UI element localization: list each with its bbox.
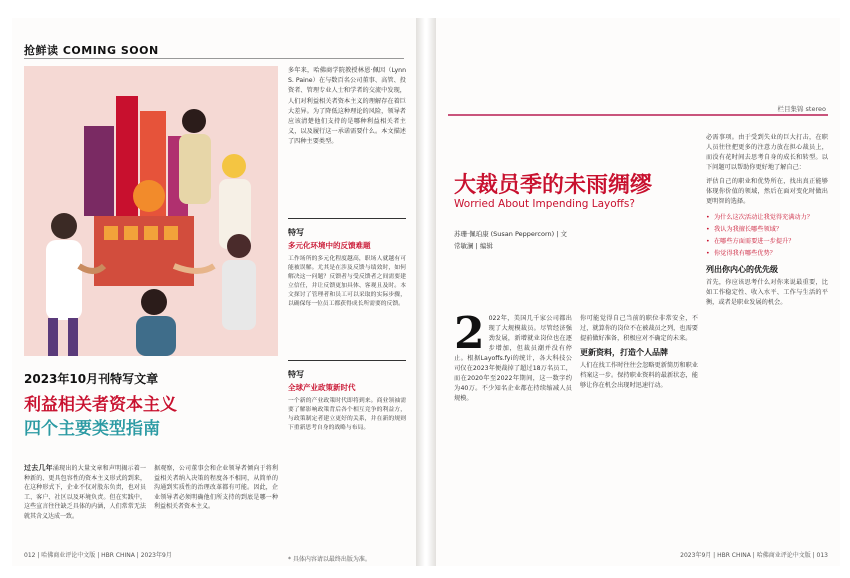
- question-list: [706, 213, 828, 259]
- lead-words: 过去几年: [24, 464, 53, 472]
- sidebar-kicker: 特写: [288, 228, 304, 237]
- list-item: • 为什么这次活动让我觉得充满动力？: [706, 213, 828, 223]
- sidebar-rule: [288, 218, 406, 219]
- sidebar-rule: [288, 360, 406, 361]
- body-text: 你可能觉得自己当前的职位非常安全，不过，就算你的岗位不在被裁员之列，也需要提前做好准备，积极应对不确定的未来。: [580, 315, 698, 342]
- people-holding-building-illustration: [24, 66, 278, 356]
- sidebar-kicker: 特写: [288, 370, 304, 379]
- body-text: 人们在找工作时往往会忽略更新简历和职业档案这一步。保持职业资料的最新状态，能够让你在机会出现时迅速行动。: [580, 362, 698, 389]
- folio-left: 012 | 哈佛商业评论中文版 | HBR CHINA | 2023年9月: [24, 552, 172, 559]
- list-item: • 在哪些方面需要进一步提升？: [706, 237, 828, 247]
- sidebar-feature-2: [288, 360, 406, 433]
- body-text: 022年，美国几千家公司都出现了大规模裁员。尽管经济强劲发展，新增就业岗位也在逐步增加，但裁员潮并没有停止。根据Layoffs.fyi的统计，各大科技公司仅在2023年便裁掉了超过18万名员工，而在2020年至2022年期间，这一数字约为40万。不少知名企业都在持续缩减人员规模。: [454, 315, 572, 402]
- body-text: 评估自己的职业和优势所在，找出真正能够体现你价值的领域，然后在面对变化时做出更明智的选择。: [706, 178, 828, 205]
- body-text: 必需事项。由于受到失业的巨大打击，在职人员往往把更多的注意力放在担心裁员上，而没有花时间去思考自身的成长和转型。以下问题可以帮助你更好地了解自己：: [706, 134, 828, 171]
- drop-cap: 2: [454, 308, 485, 359]
- sidebar-subtitle: 全球产业政策新时代: [288, 383, 356, 392]
- sidebar-subtitle: 多元化环境中的反馈难题: [288, 241, 371, 250]
- body-text: 首先，你应该思考什么对你来说最重要，比如工作稳定性、收入水平、工作与生活的平衡，或者是职业发展的机会。: [706, 279, 828, 306]
- right-page: [436, 18, 840, 566]
- sidebar-body: 工作场所的多元化程度越高，职场人就越有可能被误解。尤其是在涉及反馈与绩效时，如何解决这一问题？反馈者与受反馈者之间需要建立信任，并让反馈更加具体、客观且及时。本文探讨了管理者和员工可以采取的实际步骤，以确保每一位员工都获得成长所需要的反馈。: [288, 256, 406, 307]
- body-column-3: [706, 133, 828, 308]
- article-title-red: 利益相关者资本主义: [24, 395, 177, 415]
- cover-illustration: [24, 66, 278, 356]
- body-column-2: [580, 314, 698, 391]
- body-column-1: [454, 308, 572, 404]
- byline-translator: 常敏澜 | 编辑: [454, 242, 493, 250]
- folio-right: 2023年9月 | HBR CHINA | 哈佛商业评论中文版 | 013: [680, 552, 828, 559]
- spine-gutter: [416, 18, 436, 566]
- intro-paragraph: 多年来，哈佛商学院教授林恩·佩因（Lynn S. Paine）在与数百名公司董事、高管、投资者、管理专业人士和学者的交流中发现，人们对利益相关者资本主义的理解存在着巨大差异。为了降低这种理论的风险，领导者应该清楚他们支持的是哪种利益相关者主义，以及履行这一承诺需要什么。本文描述了四种主要类型。: [288, 67, 406, 146]
- subhead: 列出你内心的优先级: [706, 265, 778, 274]
- article-title-teal: 四个主要类型指南: [24, 419, 160, 439]
- subhead: 更新资料，打造个人品牌: [580, 348, 668, 357]
- article-title-en: Worried About Impending Layoffs?: [454, 198, 635, 210]
- body-column-1: [24, 464, 146, 521]
- article-title-cn: 大裁员季的未雨绸缪: [454, 173, 653, 198]
- left-page: [12, 18, 416, 566]
- byline: [454, 228, 567, 252]
- sidebar-feature-1: [288, 218, 406, 309]
- sidebar-body: 一个新的产业政策时代即将到来。商业领袖需要了解影响政策背后各个相互竞争的利益方，与政策制定者建立更好的关系，并在新的规则下重新思考自身的战略与布局。: [288, 398, 406, 431]
- footnote: * 具体内容请以最终出版为准。: [288, 556, 371, 563]
- top-rule: [24, 58, 404, 59]
- column-label: 栏目集锦 stereo: [777, 105, 826, 113]
- list-item: • 我认为我擅长哪些领域？: [706, 225, 828, 235]
- pink-rule: [448, 114, 828, 116]
- byline-author: 苏珊·佩珀康 (Susan Peppercorn) | 文: [454, 230, 568, 238]
- issue-line: 2023年10月刊特写文章: [24, 372, 159, 386]
- body-column-2: 据观察，公司董事会和企业领导者倾向于将利益相关者纳入决策的程度各不相同，从简单的沟通到实质性的治理改革都有可能。因此，企业领导者必须明确他们所支持的到底是哪一种利益相关者资本主义。: [154, 465, 278, 510]
- body-text: 涌现出的大量文章和声明揭示着一种新的、更具包容性的资本主义形式的到来，在这种形式下，企业不仅对股东负责，也对员工、客户、社区以及环境负责。但在实践中，这些宣言往往缺乏具体的内涵，人们常常无法就其含义达成一致。: [24, 465, 146, 520]
- list-item: • 你觉得我有哪些优势？: [706, 249, 828, 259]
- section-label: 抢鲜读 COMING SOON: [24, 44, 159, 57]
